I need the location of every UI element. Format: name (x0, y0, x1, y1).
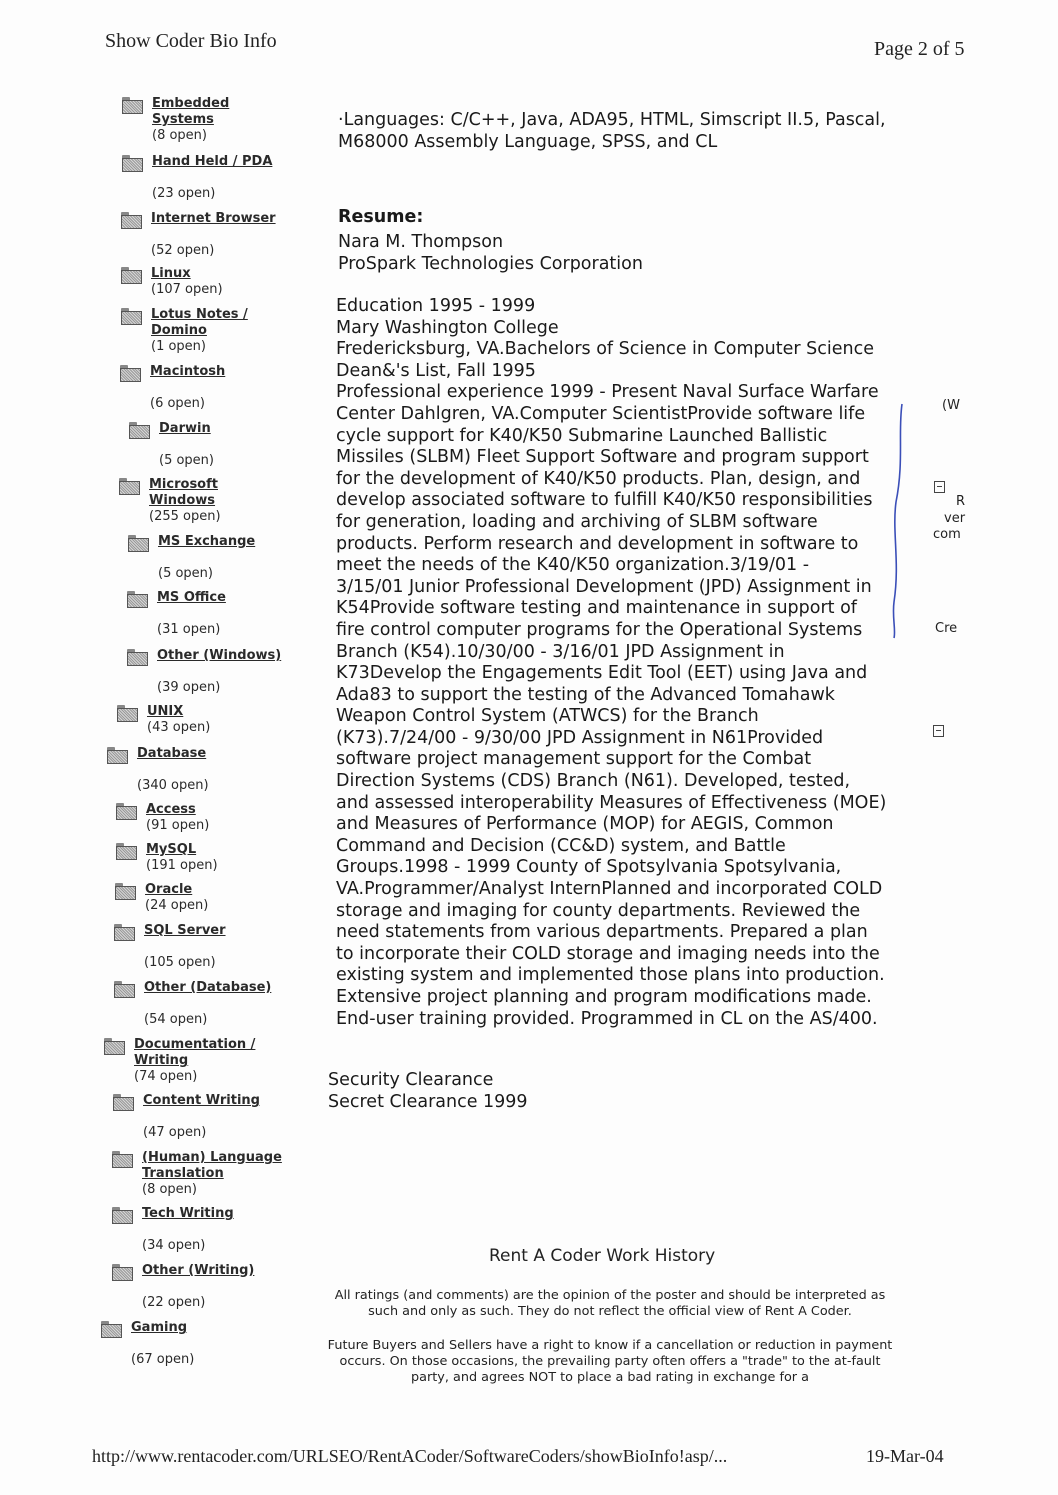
footer-url: http://www.rentacoder.com/URLSEO/RentACoder/SoftwareCoders/showBioInfo!asp/... (92, 1446, 728, 1466)
folder-icon (117, 705, 138, 721)
folder-icon (127, 649, 148, 665)
folder-icon (127, 591, 148, 607)
resume-line: (K73).7/24/00 - 9/30/00 JPD Assignment in N61Provided (336, 727, 824, 748)
category-link[interactable]: Lotus Notes / Domino (151, 307, 248, 338)
security-clearance (328, 1070, 528, 1113)
folder-icon (122, 155, 143, 171)
resume-line: storage and imaging for county departments. Reviewed the (336, 900, 861, 921)
category-link[interactable]: Documentation / Writing (134, 1037, 256, 1068)
folder-icon (121, 212, 142, 228)
category-count: (67 open) (131, 1352, 195, 1367)
side-fragment-ver: ver (944, 511, 966, 526)
category-link[interactable]: Darwin (159, 421, 211, 436)
folder-icon (120, 365, 141, 381)
resume-line: Dean&'s List, Fall 1995 (336, 360, 536, 381)
resume-line: and assessed interoperability Measures of Effectiveness (MOE) (336, 792, 887, 813)
ratings-disclaimer: All ratings (and comments) are the opinion of the poster and should be interpreted as such and only as such. They do not reflect the official view of Rent A Coder. (334, 1288, 886, 1319)
resume-line: develop associated software to fulfill K40/K50 responsibilities (336, 490, 873, 511)
side-fragment-cre: Cre (935, 621, 958, 636)
resume-line: Missiles (SLBM) Fleet Support Software and program support (336, 447, 869, 468)
folder-icon (115, 883, 136, 899)
folder-icon (122, 97, 143, 113)
category-count: (52 open) (151, 243, 215, 258)
side-fragment-com: com (933, 527, 961, 542)
folder-icon (121, 267, 142, 283)
resume-line: Weapon Control System (ATWCS) for the Branch (336, 706, 759, 727)
resume-line: for the development of K40/K50 products. Plan, design, and (336, 468, 861, 489)
collapse-icon[interactable] (934, 481, 945, 493)
category-count: (340 open) (137, 778, 209, 793)
resume-line: to incorporate their COLD storage and imaging needs into the (336, 943, 880, 964)
folder-icon (119, 478, 140, 494)
category-count: (255 open) (149, 509, 221, 524)
resume-line: K73Develop the Engagements Edit Tool (EET) using Java and (336, 663, 868, 684)
category-link[interactable]: Linux (151, 266, 191, 281)
resume-line: Branch (K54).10/30/00 - 3/16/01 JPD Assignment in (336, 641, 785, 662)
category-count: (39 open) (157, 680, 221, 695)
resume-line: Mary Washington College (336, 317, 559, 338)
resume-name: Nara M. Thompson (338, 232, 504, 252)
side-fragment-w: (W (942, 398, 960, 413)
category-count: (1 open) (151, 339, 206, 354)
category-link[interactable]: MySQL (146, 842, 197, 857)
category-link[interactable]: Content Writing (143, 1093, 260, 1108)
category-link[interactable]: Hand Held / PDA (152, 154, 273, 169)
folder-icon (114, 981, 135, 997)
resume-line: VA.Programmer/Analyst InternPlanned and incorporated COLD (336, 879, 883, 900)
print-header-title: Show Coder Bio Info (105, 30, 277, 52)
folder-icon (116, 803, 137, 819)
resume-line: Fredericksburg, VA.Bachelors of Science in Computer Science (336, 339, 874, 360)
category-link[interactable]: Macintosh (150, 364, 226, 379)
category-link[interactable]: MS Office (157, 590, 226, 605)
work-history-heading: Rent A Coder Work History (489, 1246, 716, 1266)
category-link[interactable]: Tech Writing (142, 1206, 234, 1221)
clearance-heading: Security Clearance (328, 1070, 494, 1090)
category-link[interactable]: Database (137, 746, 207, 761)
folder-icon (101, 1321, 122, 1337)
category-count: (24 open) (145, 898, 209, 913)
category-count: (54 open) (144, 1012, 208, 1027)
footer-date: 19-Mar-04 (866, 1446, 944, 1466)
page-number: Page 2 of 5 (874, 38, 965, 60)
category-link[interactable]: Internet Browser (151, 211, 276, 226)
resume-line: Ada83 to support the testing of the Advanced Tomahawk (336, 684, 835, 705)
folder-icon (113, 1094, 134, 1110)
folder-icon (116, 843, 137, 859)
category-link[interactable]: Other (Writing) (142, 1263, 255, 1278)
category-count: (47 open) (143, 1125, 207, 1140)
folder-icon (104, 1038, 125, 1054)
folder-icon (114, 924, 135, 940)
category-count: (5 open) (158, 566, 213, 581)
category-link[interactable]: Oracle (145, 882, 193, 897)
resume-line: Groups.1998 - 1999 County of Spotsylvania Spotsylvania, (336, 857, 842, 878)
folder-icon (107, 747, 128, 763)
resume-line: fire control computer programs for the Operational Systems (336, 619, 863, 640)
folder-icon (128, 535, 149, 551)
category-link[interactable]: Other (Windows) (157, 648, 282, 663)
clearance-value: Secret Clearance 1999 (328, 1091, 528, 1112)
category-link[interactable]: Other (Database) (144, 980, 272, 995)
resume-line: Command and Decision (CC&D) system, and Battle (336, 835, 786, 856)
folder-icon (112, 1264, 133, 1280)
category-link[interactable]: SQL Server (144, 923, 226, 938)
category-link[interactable]: Gaming (131, 1320, 188, 1335)
category-count: (43 open) (147, 720, 211, 735)
resume-line: existing system and implemented those plans into production. (336, 965, 885, 986)
cancellation-notice: Future Buyers and Sellers have a right to know if a cancellation or reduction in payment occurs. On those occasions, the prevailing party often offers a "trade" to the at-fault party, and agrees NOT to place a bad rating in exchange for a (327, 1338, 893, 1385)
collapse-icon[interactable] (933, 725, 944, 737)
category-count: (34 open) (142, 1238, 206, 1253)
resume-line: cycle support for K40/K50 Submarine Launched Ballistic (336, 425, 828, 446)
category-count: (74 open) (134, 1069, 198, 1084)
category-link[interactable]: Embedded Systems (152, 96, 230, 127)
languages-text: ·Languages: C/C++, Java, ADA95, HTML, Simscript II.5, Pascal, M68000 Assembly Language, SPSS, and CL (338, 110, 886, 152)
resume-line: K54Provide software testing and maintenance in support of (336, 598, 857, 619)
resume-line: Center Dahlgren, VA.Computer ScientistProvide software life (336, 403, 866, 424)
resume-line: need statements from various departments. Prepared a plan (336, 922, 868, 943)
category-count: (105 open) (144, 955, 216, 970)
category-count: (191 open) (146, 858, 218, 873)
ink-bracket-mark (888, 402, 908, 642)
category-count: (107 open) (151, 282, 223, 297)
resume-line: End-user training provided. Programmed in CL on the AS/400. (336, 1008, 878, 1029)
resume-heading: Resume: (338, 207, 424, 227)
resume-line: Extensive project planning and program modifications made. (336, 987, 872, 1007)
category-count: (31 open) (157, 622, 221, 637)
category-count: (23 open) (152, 186, 216, 201)
resume-line: products. Perform research and development in software to (336, 533, 859, 554)
resume-line: Professional experience 1999 - Present Naval Surface Warfare (336, 382, 879, 403)
folder-icon (129, 422, 150, 438)
category-link[interactable]: UNIX (147, 704, 184, 719)
folder-icon (112, 1151, 133, 1167)
category-count: (5 open) (159, 453, 214, 468)
category-count: (22 open) (142, 1295, 206, 1310)
resume-line: 3/15/01 Junior Professional Development (JPD) Assignment in (336, 576, 872, 597)
resume-line: for generation, loading and archiving of SLBM software (336, 511, 818, 532)
resume-line: Education 1995 - 1999 (336, 296, 536, 316)
folder-icon (112, 1207, 133, 1223)
resume-line: Direction Systems (CDS) Branch (N61). Developed, tested, (336, 771, 851, 792)
category-count: (8 open) (152, 128, 207, 143)
folder-icon (121, 308, 142, 324)
category-link[interactable]: (Human) Language Translation (142, 1150, 282, 1181)
category-count: (8 open) (142, 1182, 197, 1197)
side-fragment-r: R (956, 494, 966, 509)
category-count: (6 open) (150, 396, 205, 411)
category-link[interactable]: MS Exchange (158, 534, 256, 549)
resume-line: meet the needs of the K40/K50 organization.3/19/01 - (336, 555, 810, 576)
resume-line: software project management support for the Combat (336, 749, 812, 770)
category-count: (91 open) (146, 818, 210, 833)
resume-company: ProSpark Technologies Corporation (338, 254, 643, 274)
category-link[interactable]: Access (146, 802, 196, 817)
resume-line: and Measures of Performance (MOP) for AEGIS, Common (336, 814, 834, 835)
category-link[interactable]: Microsoft Windows (149, 477, 218, 508)
resume-body (336, 296, 906, 1030)
